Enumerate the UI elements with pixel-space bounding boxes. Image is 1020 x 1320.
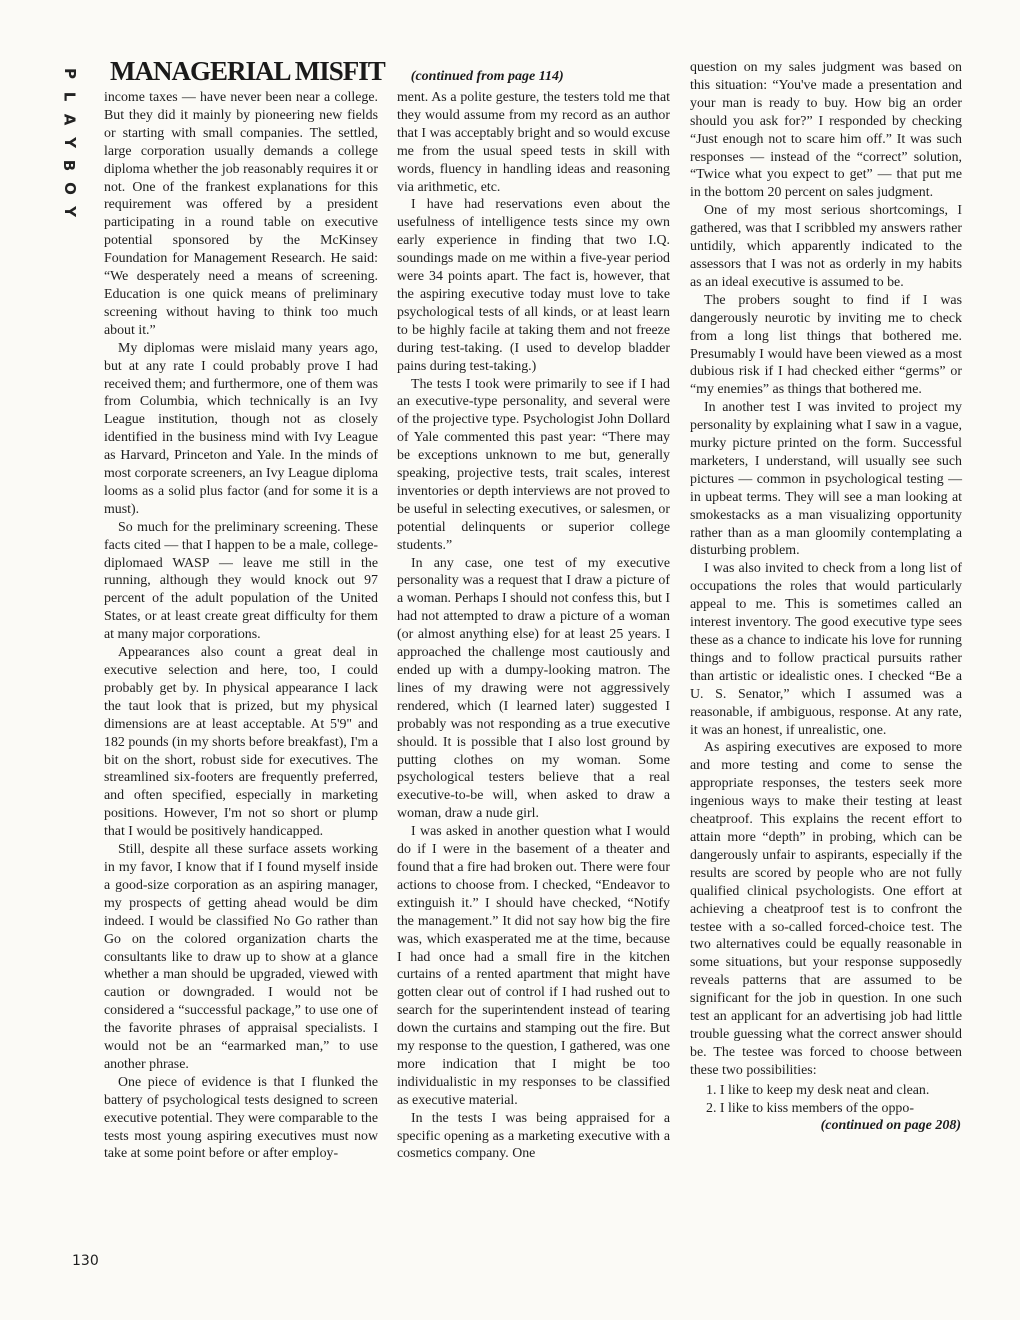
brand-letter: L bbox=[60, 91, 79, 102]
list-item: 1. I like to keep my desk neat and clean. bbox=[706, 1082, 930, 1098]
paragraph: Still, despite all these surface assets working in my favor, I know that if I found myself inside a good-size corporation as an aspiring manager, my prospects of getting ahead would be dim indeed. I would be classified No Go rather than Go on the colored organization charts the consultants like to draw up to show at a glance whether a man should be upgraded, viewed with caution or downgraded. I would not be considered a “successful package,” to use one of the favorite phrases of appraisal specialists. I would not be an “earmarked man,” to use another phrase. bbox=[104, 842, 378, 1072]
paragraph: In any case, one test of my executive personality was a request that I draw a picture of a woman. Perhaps I should not confess this, but I had not attempted to draw a picture of a woman (or almost anything else) for at least 25 years. I approached the challenge most cautiously and ended up with a dumpy-looking matron. The lines of my drawing were not aggressively rendered, which (I learned later) suggested I probably was not responding as a true executive should. It is possible that I also lost ground by putting clothes on my woman. Some psychological testers believe that a real executive-to-be will, when asked to draw a woman, draw a nude girl. bbox=[397, 555, 670, 822]
paragraph: Appearances also count a great deal in executive selection and here, too, I could probably get by. In physical appearance I lack the taut look that is prized, but my physical dimensions are at least acceptable. At 5'9" and 182 pounds (in my shorts before breakfast), I'm a bit on the short, robust side for executives. The streamlined six-footers are frequently preferred, and often specified, especially in marketing positions. However, I'm not so short or plump that I would be positively handicapped. bbox=[104, 645, 378, 840]
paragraph: question on my sales judgment was based on this situation: “You've made a presentation and your man is ready to buy. How big an order should you ask for?” I responded by checking “Just enough not to scare him off.” It was such responses — instead of the “correct” solution, “Twice what you expect to get” — that put me in the bottom 20 percent on sales judgment. bbox=[690, 60, 962, 201]
paragraph: The probers sought to find if I was dangerously neurotic by inviting me to check from a long list things that bothered me. Presumably I would have been viewed as a most dubious risk if I had checked either “germs” or “my enemies” as things that bothered me. bbox=[690, 292, 962, 398]
forced-choice-list bbox=[690, 1082, 962, 1118]
paragraph: ment. As a polite gesture, the testers told me that they would assume from my record as an author that I was acceptably bright and so would excuse me from the usual speed tests in skill with words, fluency in handling ideas and reasoning via arithmetic, etc. bbox=[397, 90, 670, 195]
brand-letter: A bbox=[60, 113, 79, 126]
text-column-1 bbox=[104, 89, 378, 1163]
page-number: 130 bbox=[72, 1253, 99, 1269]
text-column-2 bbox=[397, 89, 670, 1163]
brand-letter: B bbox=[60, 159, 79, 172]
continued-on-note: (continued on page 208) bbox=[820, 1118, 961, 1134]
paragraph: One piece of evidence is that I flunked the battery of psychological tests designed to screen executive potential. They were comparable to the tests most young aspiring executives must now take at some point before or after employ- bbox=[104, 1074, 378, 1162]
article-headline bbox=[110, 56, 564, 87]
article-title: MANAGERIAL MISFIT bbox=[110, 56, 385, 86]
paragraph: I have had reservations even about the usefulness of intelligence tests since my own early experience in finding that two I.Q. soundings made on me within a five-year period were 34 points apart. The fact is, however, that the aspiring executive today must love to take psychological tests of all kinds, or at least learn to be highly facile at taking them and not freeze during test-taking. (I used to develop bladder pains during test-taking.) bbox=[397, 197, 670, 374]
paragraph: In another test I was invited to project my personality by explaining what I saw in a vague, murky picture printed on the form. Successful marketers, I understand, will usually see such pictures — common in psychological testing — in upbeat terms. They will see a man looking at smokestacks as a man visualizing opportunity rather than as a man gloomily contemplating a disturbing problem. bbox=[690, 400, 962, 559]
paragraph: I was also invited to check from a long list of occupations the roles that would particularly appeal to me. This is sometimes called an interest inventory. The good executive type sees these as a chance to indicate his love for running things and to follow practical pursuits rather than artistic or idealistic ones. I checked “Be a U. S. Senator,” which I assumed was a reasonable, if ambiguous, response. At any rate, it was an honest, if unrealistic, one. bbox=[690, 561, 962, 738]
paragraph: income taxes — have never been near a college. But they did it mainly by pioneering new fields or starting with small companies. The settled, large corporation usually demands a college diploma whether the job reasonably requires it or not. One of the frankest explanations for this requirement was offered by a president participating in a round table on executive potential sponsored by the McKinsey Foundation for Management Research. He said: “We desperately need a means of screening. Education is one quick means of preliminary screening without having to think too much about it.” bbox=[104, 90, 378, 338]
brand-letter: P bbox=[60, 68, 79, 79]
brand-letter: Y bbox=[60, 137, 79, 148]
paragraph: In the tests I was being appraised for a specific opening as a marketing executive with a cosmetics company. One bbox=[397, 1110, 670, 1162]
paragraph: One of my most serious shortcomings, I gathered, was that I scribbled my answers rather untidily, which apparently indicated to the assessors that I was not as orderly in my habits as an ideal executive is assumed to be. bbox=[690, 203, 962, 290]
brand-letter: Y bbox=[60, 206, 79, 217]
text-column-3 bbox=[690, 59, 962, 1135]
paragraph: So much for the preliminary screening. These facts cited — that I happen to be a male, college-diplomaed WASP — leave me still in the running, although they would knock out 97 percent of the adult population of the United States, or at least create great difficulty for them at many major corporations. bbox=[104, 519, 378, 643]
list-item: 2. I like to kiss members of the oppo- bbox=[706, 1100, 914, 1116]
paragraph: My diplomas were mislaid many years ago, but at any rate I could probably prove I had received them; and furthermore, one of them was from Columbia, which technically is an Ivy League institution, though not as closely identified in the business mind with Ivy League as Harvard, Princeton and Yale. In the minds of most corporate screeners, an Ivy League diploma looms as a solid plus factor (and for some it is a must). bbox=[104, 340, 378, 517]
paragraph: As aspiring executives are exposed to more and more testing and come to sense the appropriate responses, the testers seek more ingenious ways to make their testing at least cheatproof. This explains the recent effort to attain more “depth” in probing, which can be dangerously unfair to aspirants, especially if the results are scored by people who are not fully qualified clinical psychologists. One effort at achieving a cheatproof test is to confront the testee with a so-called forced-choice test. The two alternatives could be equally reasonable in some situations, but your response supposedly reveals patterns that are assumed to be significant for the job in question. In one such test an applicant for an advertising job had little trouble guessing what the correct answer should be. The testee was forced to choose between these two possibilities: bbox=[690, 740, 962, 1078]
paragraph: The tests I took were primarily to see if I had an executive-type personality, and several were of the projective type. Psychologist John Dollard of Yale commented this past year: “There may be exceptions unknown to me but, generally speaking, projective tests, trait scales, interest inventories or depth interviews are not proved to be useful in selecting executives, or salesmen, or potential delinquents or superior college students.” bbox=[397, 376, 670, 553]
magazine-name-vertical bbox=[54, 62, 79, 223]
continued-from-note: (continued from page 114) bbox=[410, 69, 564, 84]
brand-letter: O bbox=[60, 182, 79, 195]
paragraph: I was asked in another question what I would do if I were in the basement of a theater and found that a fire had broken out. There were four actions to choose from. I checked, “Endeavor to extinguish it.” I should have checked, “Notify the management.” It did not say how big the fire was, which exasperated me at the time, because I had once had a small fire in the kitchen curtains of a rented apartment that might have gotten clear out of control if I had rushed out to search for the superintendent instead of tearing down the curtains and stamping out the fire. But my response to the question, I gathered, was one more indication that I might be too individualistic in my responses to be classified as executive material. bbox=[397, 824, 670, 1108]
